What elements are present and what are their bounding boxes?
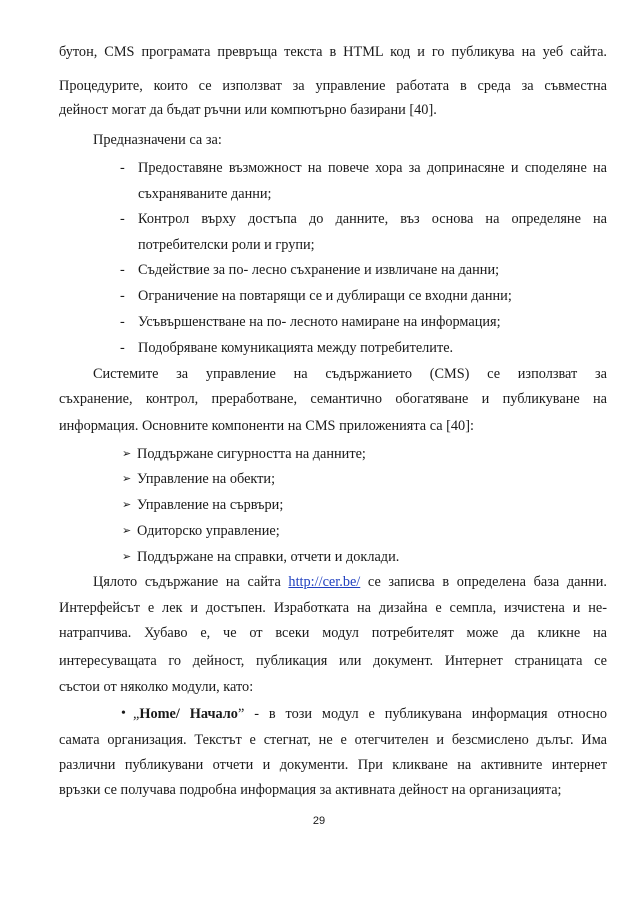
paragraph-line: съхранение, контрол, преработване, семантично обогатяване и публикуване на — [59, 391, 607, 407]
paragraph-line: връзки се получава подробна информация за активната дейност на организацията; — [59, 782, 562, 798]
arrow-bullet-icon: ➢ — [122, 473, 132, 485]
bullet-dot-icon: • — [121, 706, 126, 721]
list-item — [133, 705, 607, 723]
dash-marker: - — [120, 314, 125, 330]
page-number: 29 — [312, 815, 326, 827]
list-item: Усъвършенстване на по- лесното намиране на информация; — [138, 314, 501, 330]
arrow-bullet-icon: ➢ — [122, 499, 132, 511]
dash-marker: - — [120, 160, 125, 176]
list-item: Управление на обекти; — [137, 471, 276, 487]
list-item-continuation: потребителски роли и групи; — [138, 237, 315, 253]
list-item: Подобряване комуникацията между потребителите. — [138, 340, 454, 356]
dash-marker: - — [120, 340, 125, 356]
arrow-bullet-icon: ➢ — [122, 525, 132, 537]
dash-marker: - — [120, 288, 125, 304]
paragraph-line — [93, 573, 607, 591]
list-item: Контрол върху достъпа до данните, въз основа на определяне на — [138, 211, 607, 227]
arrow-bullet-icon: ➢ — [122, 448, 132, 460]
list-item: Съдействие за по- лесно съхранение и извличане на данни; — [138, 262, 500, 278]
paragraph-line: натрапчива. Хубаво е, че от всеки модул потребителят може да кликне на — [59, 625, 607, 641]
list-item-continuation: съхраняваните данни; — [138, 186, 272, 202]
dash-marker: - — [120, 211, 125, 227]
arrow-bullet-icon: ➢ — [122, 551, 132, 563]
open-quote: „ — [133, 706, 140, 722]
list-item: Поддържане на справки, отчети и доклади. — [137, 549, 400, 565]
paragraph-line: самата организация. Текстът е стегнат, не е отегчителен и безсмислено дълъг. Има — [59, 732, 607, 748]
list-item: Предоставяне възможност на повече хора за допринасяне и споделяне на — [138, 160, 607, 176]
text-fragment: Цялото съдържание на сайта — [93, 574, 289, 590]
list-item: Одиторско управление; — [137, 523, 280, 539]
paragraph-line: Предназначени са за: — [93, 132, 222, 148]
paragraph-line: състои от няколко модули, като: — [59, 679, 254, 695]
paragraph-line: интересуващата го дейност, публикация или документ. Интернет страницата се — [59, 653, 607, 669]
dash-marker: - — [120, 262, 125, 278]
site-link[interactable]: http://cer.be/ — [288, 574, 361, 590]
paragraph-line: дейност могат да бъдат ръчни или компютърно базирани [40]. — [59, 102, 437, 118]
paragraph-line: Процедурите, които се използват за управление работата в среда за съвместна — [59, 78, 607, 94]
list-item: Поддържане сигурността на данните; — [137, 446, 366, 462]
paragraph-line: Системите за управление на съдържанието (CMS) се използват за — [93, 366, 607, 382]
text-fragment: се записва в определена база данни. — [360, 574, 607, 590]
paragraph-line: различни публикувани отчети и документи. При кликване на активните интернет — [59, 757, 607, 773]
list-item: Ограничение на повтарящи се и дублиращи се входни данни; — [138, 288, 512, 304]
paragraph-line: бутон, CMS програмата превръща текста в HTML код и го публикува на уеб сайта. — [59, 44, 607, 60]
text-fragment: ” - в този модул е публикувана информация относно — [237, 706, 607, 722]
list-item: Управление на сървъри; — [137, 497, 284, 513]
paragraph-line: Интерфейсът е лек и достъпен. Изработката на дизайна е семпла, изчистена и не- — [59, 600, 607, 616]
module-name: Home/ Начало — [139, 706, 238, 722]
paragraph-line: информация. Основните компоненти на CMS приложенията са [40]: — [59, 418, 474, 434]
